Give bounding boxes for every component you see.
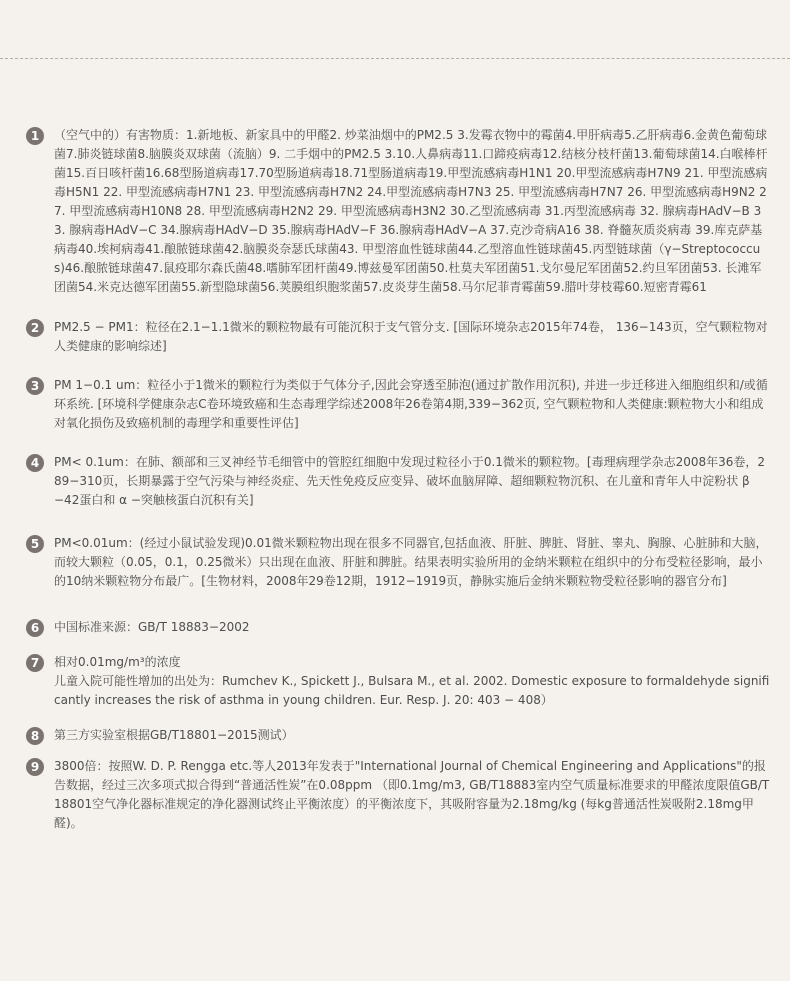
footnote-line: （空气中的）有害物质：1.新地板、新家具中的甲醛2. 炒菜油烟中的PM2.5 3.发霉衣物中的霉菌4.甲肝病毒5.乙肝病毒6.金黄色葡萄球菌7.肺炎链球菌8.脑膜炎双球菌（流脑）9. 二手烟中的PM2.5 3.10.人鼻病毒11.口蹄疫病毒12.结核分枝杆菌13.葡萄球菌14.白喉棒杆菌15.百日咳杆菌16.68型肠道病毒17.70型肠道病毒18.71型肠道病毒19.甲型流感病毒H1N1 20.甲型流感病毒H7N9 21. 甲型流感病毒H5N1 22. 甲型流感病毒H7N1 23. 甲型流感病毒H7N2 24.甲型流感病毒H7N3 25. 甲型流感病毒H7N7 26. 甲型流感病毒H9N2 27. 甲型流感病毒H10N8 28. 甲型流感病毒H2N2 29. 甲型流感病毒H3N2 30.乙型流感病毒 31.丙型流感病毒 32. 腺病毒HAdV−B 33. 腺病毒HAdV−C 34.腺病毒HAdV−D 35.腺病毒HAdV−F 36.腺病毒HAdV−A 37.克沙奇病A16 38. 脊髓灰质炎病毒 39.库克萨基病毒40.埃柯病毒41.酿脓链球菌42.脑膜炎奈瑟氏球菌43. 甲型溶血性链球菌44.乙型溶血性链球菌45.丙型链球菌（γ−Streptococcus)46.酿脓链球菌47.鼠疫耶尔森氏菌48.嗜肺军团杆菌49.博兹曼军团菌50.杜莫夫军团菌51.戈尔曼尼军团菌52.约旦军团菌53. 长滩军团菌54.米克达德军团菌55.新型隐球菌56.荚膜组织胞浆菌57.皮炎芽生菌58.马尔尼菲青霉菌59.腊叶芽枝霉60.短密青霉61 xyxy=(54,128,768,294)
footnote-line: PM2.5 − PM1：粒径在2.1−1.1微米的颗粒物最有可能沉积于支气管分支. [国际环境杂志2015年74卷， 136−143页，空气颗粒物对人类健康的影响综述] xyxy=(54,320,768,353)
footnote-text xyxy=(54,126,770,297)
footnote-9 xyxy=(26,757,770,833)
footnote-number-badge: 5 xyxy=(26,535,44,553)
footnote-4 xyxy=(26,453,770,510)
footnote-text xyxy=(54,376,770,433)
dashed-divider xyxy=(0,58,790,59)
footnote-line: 相对0.01mg/m³的浓度 xyxy=(54,655,181,669)
footnote-number-badge: 2 xyxy=(26,319,44,337)
footnote-text xyxy=(54,534,770,591)
footnotes-list xyxy=(26,126,770,833)
footnote-3 xyxy=(26,376,770,433)
footnote-line: 第三方实验室根据GB/T18801−2015测试） xyxy=(54,728,294,742)
footnote-2 xyxy=(26,318,770,356)
footnote-8 xyxy=(26,726,770,745)
footnote-6 xyxy=(26,618,770,637)
footnote-number-badge: 4 xyxy=(26,454,44,472)
footnote-5 xyxy=(26,534,770,591)
footnote-number-badge: 3 xyxy=(26,377,44,395)
footnote-line: 中国标准来源：GB/T 18883−2002 xyxy=(54,620,250,634)
footnote-1 xyxy=(26,126,770,297)
footnote-text xyxy=(54,653,770,710)
footnote-line: 儿童入院可能性增加的出处为：Rumchev K., Spickett J., Bulsara M., et al. 2002. Domestic exposure to formaldehyde significantly increases the risk of asthma in young children. Eur. Resp. J. 20: 403 − 408） xyxy=(54,674,770,707)
footnote-text xyxy=(54,453,770,510)
footnote-7 xyxy=(26,653,770,710)
footnote-number-badge: 1 xyxy=(26,127,44,145)
footnote-line: PM<0.01um：(经过小鼠试验发现)0.01微米颗粒物出现在很多不同器官,包括血液、肝脏、脾脏、肾脏、睾丸、胸腺、心脏肺和大脑，而较大颗粒（0.05，0.1，0.25微米）只出现在血液、肝脏和脾脏。结果表明实验所用的金纳米颗粒在组织中的分布受粒径影响，最小的10纳米颗粒物分布最广。[生物材料，2008年29卷12期，1912−1919页，静脉实施后金纳米颗粒物受粒径影响的器官分布] xyxy=(54,536,768,588)
footnote-text xyxy=(54,318,770,356)
footnote-text xyxy=(54,726,770,745)
footnote-number-badge: 8 xyxy=(26,727,44,745)
footnote-line: PM 1−0.1 um：粒径小于1微米的颗粒行为类似于气体分子,因此会穿透至肺泡(通过扩散作用沉积), 并进一步迁移进入细胞组织和/或循环系统. [环境科学健康杂志C卷环境致癌和生态毒理学综述2008年26卷第4期,339−362页, 空气颗粒物和人类健康:颗粒物大小和组成对氧化损伤及致癌机制的毒理学和重要性评估] xyxy=(54,378,768,430)
footnote-text xyxy=(54,757,770,833)
footnote-number-badge: 7 xyxy=(26,654,44,672)
footnote-line: 3800倍：按照W. D. P. Rengga etc.等人2013年发表于"International Journal of Chemical Engineering and Applications"的报告数据，经过三次多项式拟合得到“普通活性炭”在0.08ppm （即0.1mg/m3, GB/T18883室内空气质量标准要求的甲醛浓度限值GB/T18801空气净化器标准规定的净化器测试终止平衡浓度）的平衡浓度下，其吸附容量为2.18mg/kg (每kg普通活性炭吸附2.18mg甲醛)。 xyxy=(54,759,770,830)
footnote-number-badge: 6 xyxy=(26,619,44,637)
footnote-line: PM< 0.1um：在肺、额部和三叉神经节毛细管中的管腔红细胞中发现过粒径小于0.1微米的颗粒物。[毒理病理学杂志2008年36卷，289−310页，长期暴露于空气污染与神经炎症、先天性免疫反应变异、破坏血脑屏障、超细颗粒物沉积、在儿童和青年人中淀粉状 β −42蛋白和 α −突触核蛋白沉积有关] xyxy=(54,455,766,507)
footnote-number-badge: 9 xyxy=(26,758,44,776)
footnote-text xyxy=(54,618,770,637)
